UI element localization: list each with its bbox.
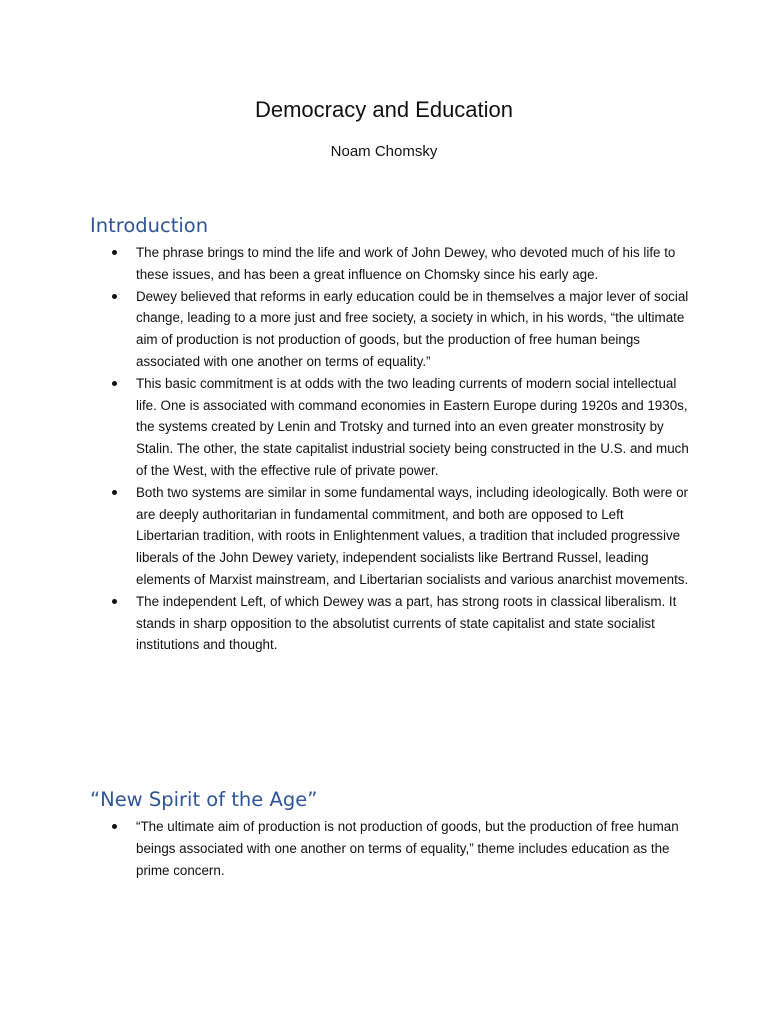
list-item-text: Both two systems are similar in some fundamental ways, including ideologically. Both were or are deeply authoritarian in fundamental commitment, and both are opposed to Left Libertarian tradition, with roots in Enlightenment values, a tradition that included progressive liberals of the John Dewey variety, independent socialists like Bertrand Russel, leading elements of Marxist mainstream, and Libertarian socialists and various anarchist movements. <box>136 484 689 587</box>
bullet-icon <box>112 824 117 829</box>
bullet-icon <box>112 490 117 495</box>
list-item <box>90 482 690 591</box>
list-item-text: “The ultimate aim of production is not production of goods, but the production of free human beings associated with one another on terms of equality,” theme includes education as the prime concern. <box>136 819 679 878</box>
document-author: Noam Chomsky <box>330 143 438 160</box>
bullet-list <box>90 242 690 656</box>
section-new-spirit-of-the-age <box>90 786 690 881</box>
bullet-icon <box>112 294 117 299</box>
bullet-list <box>90 816 690 881</box>
list-item <box>90 816 690 881</box>
bullet-icon <box>112 381 117 386</box>
section-heading: “New Spirit of the Age” <box>90 788 318 811</box>
list-item <box>90 242 690 286</box>
list-item-text: The phrase brings to mind the life and work of John Dewey, who devoted much of his life to these issues, and has been a great influence on Chomsky since his early age. <box>136 245 676 282</box>
list-item-text: Dewey believed that reforms in early education could be in themselves a major lever of social change, leading to a more just and free society, a society in which, in his words, “the ultimate aim of production is not production of goods, but the production of free human beings associated with one another on terms of equality.” <box>136 288 689 369</box>
section-heading: Introduction <box>90 214 209 237</box>
bullet-icon <box>112 250 117 255</box>
list-item <box>90 286 690 373</box>
bullet-icon <box>112 599 117 604</box>
list-item-text: This basic commitment is at odds with the two leading currents of modern social intellectual life. One is associated with command economies in Eastern Europe during 1920s and 1930s, the systems created by Lenin and Trotsky and turned into an even greater monstrosity by Stalin. The other, the state capitalist industrial society being constructed in the U.S. and much of the West, with the effective rule of private power. <box>136 375 689 478</box>
list-item-text: The independent Left, of which Dewey was a part, has strong roots in classical liberalism. It stands in sharp opposition to the absolutist currents of state capitalist and state socialist institutions and thought. <box>136 593 677 653</box>
section-introduction <box>90 212 690 656</box>
document-title: Democracy and Education <box>254 97 514 122</box>
list-item <box>90 373 690 482</box>
list-item <box>90 591 690 656</box>
